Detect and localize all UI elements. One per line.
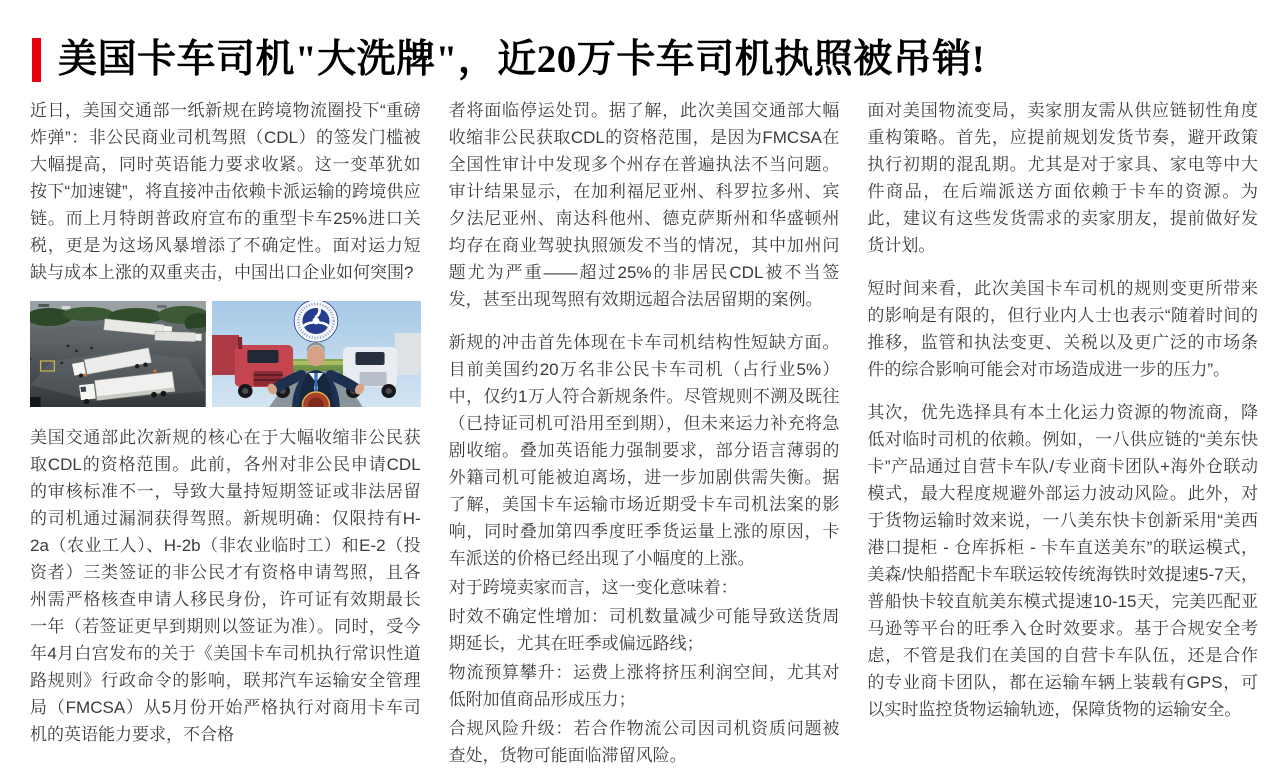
paragraph: 近日，美国交通部一纸新规在跨境物流圈投下“重磅炸弹”：非公民商业司机驾照（CDL）的签发门槛被大幅提高，同时英语能力要求收紧。这一变革犹如按下“加速键”，将直接冲击依赖卡派运输的跨境供应链。而上月特朗普政府宣布的重型卡车25%进口关税，更是为这场风暴增添了不确定性。面对运力短缺与成本上涨的双重夹击，中国出口企业如何突围? [30,101,421,282]
paragraph: 合规风险升级：若合作物流公司因司机资质问题被查处，货物可能面临滞留风险。 [448,719,840,765]
page-title: 美国卡车司机"大洗牌"，近20万卡车司机执照被吊销! [58,38,986,81]
paragraph: 对于跨境卖家而言，这一变化意味着： [448,578,738,597]
paragraph: 时效不确定性增加：司机数量减少可能导致送货周期延长，尤其在旺季或偏远路线； [448,607,840,653]
title-accent-bar [32,38,41,82]
paragraph: 者将面临停运处罚。据了解，此次美国交通部大幅收缩非公民获取CDL的资格范围，是因为FMCSA在全国性审计中发现多个州存在普遍执法不当问题。审计结果显示，在加利福尼亚州、科罗拉多州、宾夕法尼亚州、南达科他州、德克萨斯州和华盛顿州均存在商业驾驶执照颁发不当的情况，其中加州问题尤为严重——超过25%的非居民CDL被不当签发，甚至出现驾照有效期远超合法居留期的案例。 [448,101,840,309]
paragraph: 物流预算攀升：运费上涨将挤压利润空间，尤其对低附加值商品形成压力； [448,663,840,709]
column-1 [30,97,421,769]
dot-press-conference-photo [212,301,421,407]
article-body [0,84,1280,769]
paragraph: 新规的冲击首先体现在卡车司机结构性短缺方面。目前美国约20万名非公民卡车司机（占行业5%）中，仅约1万人符合新规条件。尽管规则不溯及既往（已持证司机可沿用至到期），但未来运力补充将急剧收缩。叠加英语能力强制要求，部分语言薄弱的外籍司机可能被迫离场，进一步加剧供需失衡。据了解，美国卡车运输市场近期受卡车司机法案的影响，同时叠加第四季度旺季货运量上涨的原因，卡车派送的价格已经出现了小幅度的上涨。 [448,333,840,568]
paragraph: 面对美国物流变局，卖家朋友需从供应链韧性角度重构策略。首先，应提前规划发货节奏，避开政策执行初期的混乱期。尤其是对于家具、家电等中大件商品，在后端派送方面依赖于卡车的资源。为此，建议有这些发货需求的卖家朋友，提前做好发货计划。 [867,101,1259,255]
article-header [0,0,1280,84]
article-figure [30,301,421,407]
paragraph: 美国交通部此次新规的核心在于大幅收缩非公民获取CDL的资格范围。此前，各州对非公民申请CDL的审核标准不一，导致大量持短期签证或非法居留的司机通过漏洞获得驾照。新规明确：仅限持有H-2a（农业工人）、H-2b（非农业临时工）和E-2（投资者）三类签证的非公民才有资格申请驾照，且各州需严格核查申请人移民身份，许可证有效期最长一年（若签证更早到期则以签证为准）。同时，受今年4月白宫发布的关于《美国卡车司机执行常识性道路规则》行政命令的影响，联邦汽车运输安全管理局（FMCSA）从5月份开始严格执行对商用卡车司机的英语能力要求，不合格 [30,428,421,744]
column-2 [449,97,840,769]
aerial-truck-yard-photo [30,301,206,407]
paragraph: 短时间来看，此次美国卡车司机的规则变更所带来的影响是有限的，但行业内人士也表示“随着时间的推移，监管和执法变更、关税以及更广泛的市场条件的综合影响可能会对市场造成进一步的压力”。 [867,279,1259,379]
dot-logo-icon [294,301,338,342]
column-3 [867,97,1258,769]
paragraph: 其次，优先选择具有本土化运力资源的物流商，降低对临时司机的依赖。例如，一八供应链的“美东快卡”产品通过自营卡车队/专业商卡团队+海外仓联动模式，最大程度规避外部运力波动风险。此外，对于货物运输时效来说，一八美东快卡创新采用“美西港口提柜 - 仓库拆柜 - 卡车直送美东”的联运模式，美森/快船搭配卡车联运较传统海铁时效提速5-7天，普船快卡较直航美东模式提速10-15天，完美匹配亚马逊等平台的旺季入仓时效要求。基于合规安全考虑，不管是我们在美国的自营卡车队伍，还是合作的专业商卡团队，都在运输车辆上装载有GPS，可以实时监控货物运输轨迹，保障货物的运输安全。 [867,403,1259,719]
